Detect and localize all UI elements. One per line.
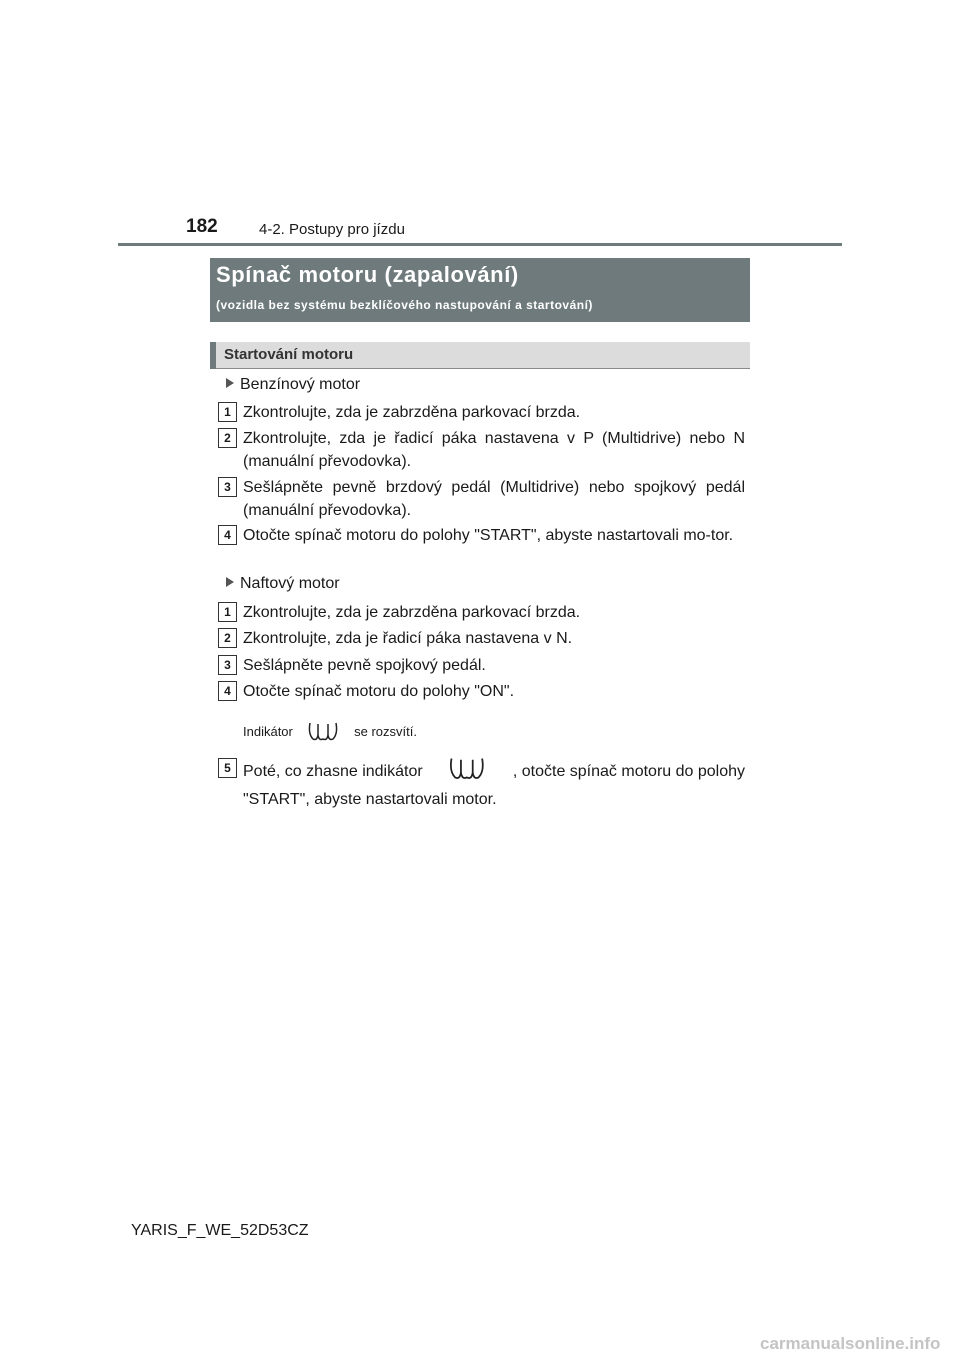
note-text: se rozsvítí.	[354, 723, 417, 739]
step-text: Zkontrolujte, zda je zabrzděna parkovací brzda.	[243, 404, 581, 421]
step-text: Zkontrolujte, zda je zabrzděna parkovací brzda.	[243, 604, 581, 621]
step-text: Otočte spínač motoru do polohy "ON".	[243, 683, 515, 700]
page-subtitle: (vozidla bez systému bezklíčového nastupování a startování)	[216, 298, 593, 312]
step-number: 1	[218, 402, 237, 422]
step-number: 4	[218, 681, 237, 701]
subheading-accent	[210, 342, 216, 369]
triangle-bullet-icon	[226, 577, 234, 587]
section-label: 4-2. Postupy pro jízdu	[259, 221, 405, 238]
step-text-part: , otočte spínač motoru do polohy	[512, 762, 745, 780]
step-number: 5	[218, 758, 237, 778]
step-text: Zkontrolujte, zda je řadicí páka nastavena v N.	[243, 630, 573, 647]
glow-plug-indicator-icon	[448, 755, 488, 788]
subheading: Startování motoru	[224, 346, 354, 363]
step-text: Sešlápněte pevně brzdový pedál (Multidrive) nebo spojkový pedál (manuální převodovka).	[243, 479, 745, 519]
step-number: 3	[218, 655, 237, 675]
variant-diesel	[226, 575, 340, 593]
page-number: 182	[186, 216, 218, 237]
step-text: Otočte spínač motoru do polohy "START", abyste nastartovali mo-tor.	[243, 527, 734, 544]
indicator-note	[243, 720, 417, 745]
step-number: 2	[218, 628, 237, 648]
page-title: Spínač motoru (zapalování)	[216, 262, 519, 287]
triangle-bullet-icon	[226, 378, 234, 388]
step-number: 4	[218, 525, 237, 545]
variant-label: Naftový motor	[240, 575, 340, 592]
glow-plug-indicator-icon	[307, 720, 341, 745]
step-text-part: Poté, co zhasne indikátor	[243, 762, 423, 780]
step-number: 2	[218, 428, 237, 448]
step-text: Zkontrolujte, zda je řadicí páka nastavena v P (Multidrive) nebo N (manuální převodovka).	[243, 430, 745, 470]
step-number: 3	[218, 477, 237, 497]
step-text	[243, 758, 745, 811]
watermark: carmanualsonline.info	[760, 1334, 941, 1353]
variant-label: Benzínový motor	[240, 376, 361, 393]
variant-petrol	[226, 376, 360, 394]
note-text: Indikátor	[243, 723, 293, 739]
step-text-part: "START", abyste nastartovali motor.	[243, 791, 497, 808]
document-code: YARIS_F_WE_52D53CZ	[131, 1222, 309, 1239]
step-text: Sešlápněte pevně spojkový pedál.	[243, 657, 486, 674]
step-number: 1	[218, 602, 237, 622]
header-rule	[118, 243, 842, 246]
